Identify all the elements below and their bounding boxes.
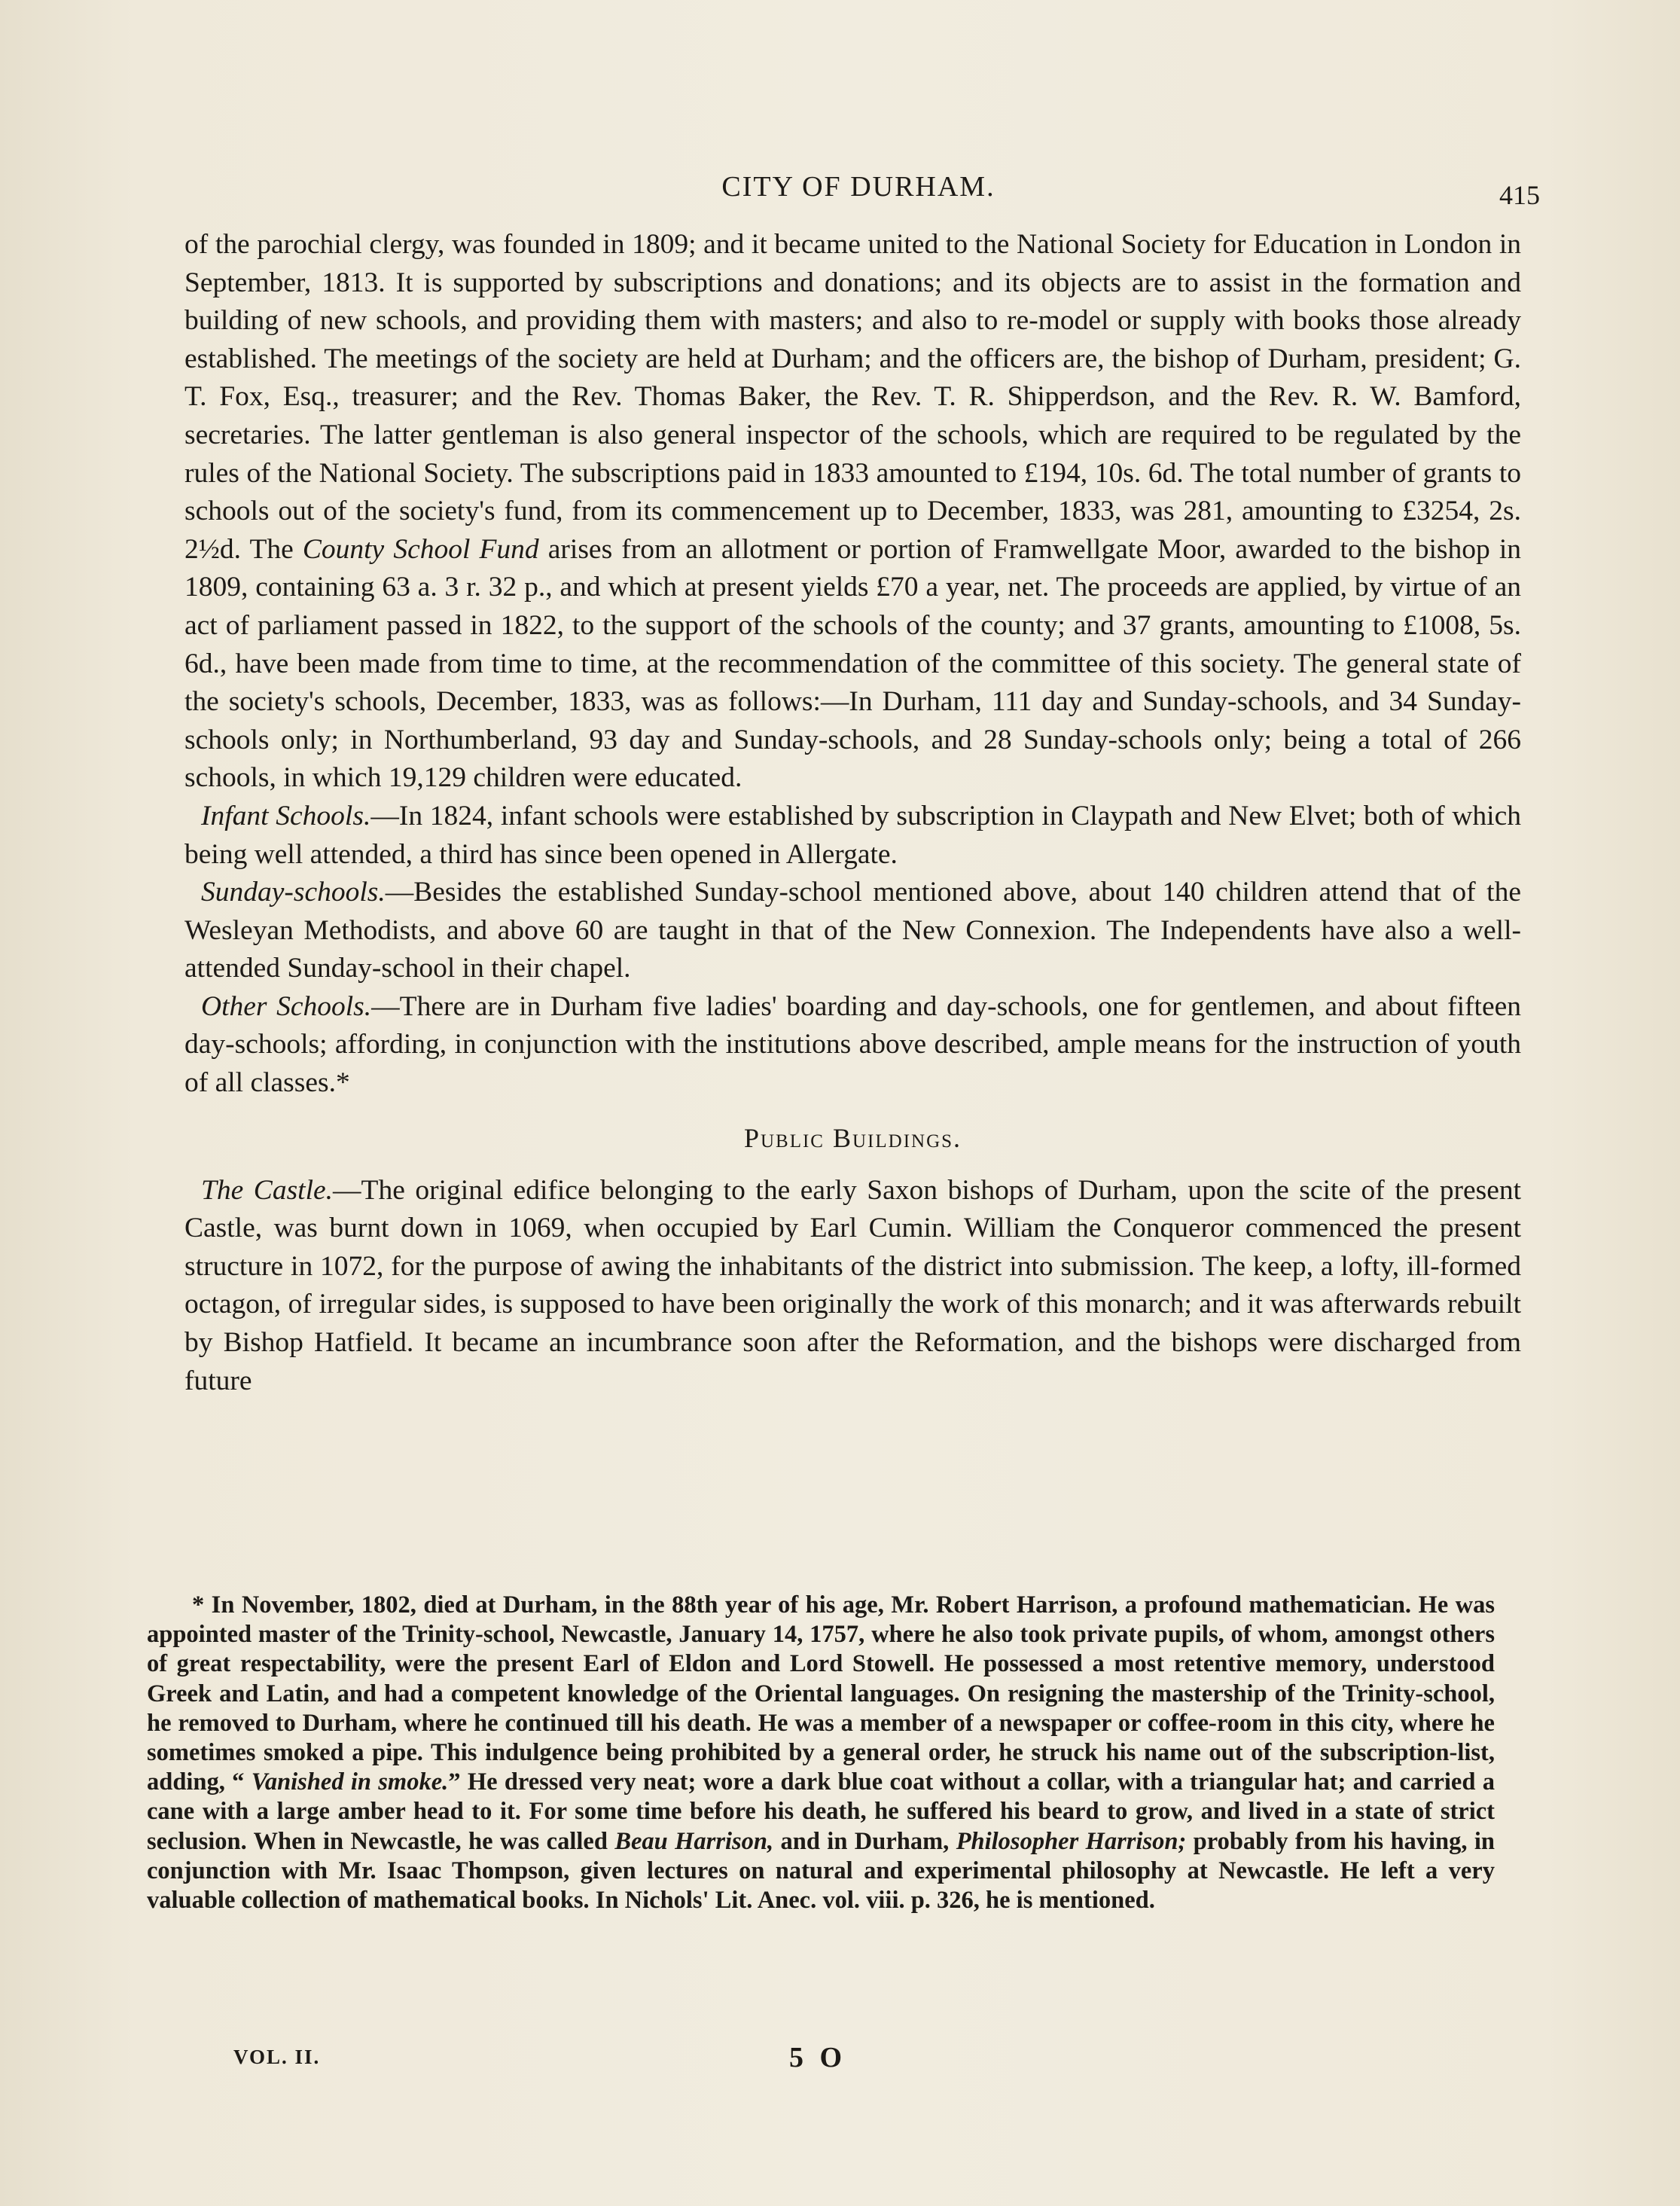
paragraph-sunday-schools <box>184 874 1521 988</box>
signature-mark: 5 O <box>789 2042 847 2073</box>
paragraph-text: —The original edifice belonging to the early Saxon bishops of Durham, upon the scite of the present Castle, was burnt down in 1069, when occupied by Earl Cumin. William the Conqueror commenced the present structure in 1072, for the purpose of awing the inhabitants of the district into submission. The keep, a lofty, ill-formed octagon, of irregular sides, is supposed to have been originally the work of this monarch; and it was afterwards rebuilt by Bishop Hatfield. It became an incumbrance soon after the Reformation, and the bishops were discharged from future <box>184 1174 1522 1396</box>
running-title: CITY OF DURHAM. <box>721 171 995 203</box>
page-footer <box>233 2042 1363 2076</box>
paragraph-lead: Infant Schools. <box>201 800 371 831</box>
italic-term: County School Fund <box>302 533 539 565</box>
paragraph-infant-schools <box>184 798 1521 874</box>
paragraph-text: arises from an allotment or portion of Framwellgate Moor, awarded to the bishop in 1809, containing 63 a. 3 r. 32 p., and which at present yields £70 a year, net. The proceeds are applied, by virtue of an act of parliament passed in 1822, to the support of the schools of the county; and 37 grants, amounting to £1008, 5s. 6d., have been made from time to time, at the recommendation of the committee of this society. The general state of the society's schools, December, 1833, was as follows:—In Durham, 111 day and Sunday-schools, and 34 Sunday-schools only; in Northumberland, 93 day and Sunday-schools, and 28 Sunday-schools only; being a total of 266 schools, in which 19,129 children were educated. <box>184 533 1522 794</box>
paragraph-text: of the parochial clergy, was founded in 1809; and it became united to the National Society for Education in London in September, 1813. It is supported by subscriptions and donations; and its objects are to assist in the formation and building of new schools, and providing them with masters; and also to re-model or supply with books those already established. The meetings of the society are held at Durham; and the officers are, the bishop of Durham, president; G. T. Fox, Esq., treasurer; and the Rev. Thomas Baker, the Rev. T. R. Shipperdson, and the Rev. R. W. Bamford, secretaries. The latter gentleman is also general inspector of the schools, which are required to be regulated by the rules of the National Society. The subscriptions paid in 1833 amounted to £194, 10s. 6d. The total number of grants to schools out of the society's fund, from its commencement up to December, 1833, was 281, amounting to £3254, 2s. 2½d. The <box>184 229 1521 565</box>
paragraph-lead: Other Schools. <box>201 990 372 1022</box>
paragraph-lead: Sunday-schools. <box>201 877 386 908</box>
footnote-text <box>147 1591 1495 1915</box>
section-heading: Public Buildings. <box>743 1122 962 1153</box>
footnote-segment: probably from his having, in conjunction with Mr. Isaac Thompson, given lectures on natural and experimental philosophy at Newcastle. He left a very valuable collection of mathematical books. In Nichols' Lit. Anec. vol. viii. p. 326, he is mentioned. <box>147 1827 1496 1915</box>
footnote-quote: Vanished in smoke. <box>251 1768 449 1796</box>
main-text <box>184 226 1521 1400</box>
footnote <box>147 1591 1495 1915</box>
footnote-segment: ” He dressed very neat; wore a dark blue coat without a collar, with a triangular hat; and carried a cane with a large amber head to it. For some time before his death, he suffered his beard to grow, and lived in a state of strict seclusion. When in Newcastle, he was called <box>147 1768 1495 1855</box>
paragraph-text: —There are in Durham five ladies' boarding and day-schools, one for gentlemen, and about fifteen day-schools; affording, in conjunction with the institutions above described, ample means for the instruction of youth of all classes.* <box>184 990 1521 1099</box>
footnote-nickname: Philosopher Harrison; <box>956 1827 1187 1855</box>
paragraph-other-schools <box>184 988 1521 1103</box>
footnote-nickname: Beau Harrison, <box>614 1827 774 1855</box>
footnote-segment: * In November, 1802, died at Durham, in the 88th year of his age, Mr. Robert Harrison, a profound mathematician. He was appointed master of the Trinity-school, Newcastle, January 14, 1757, where he also took private pupils, of whom, amongst others of great respectability, were the present Earl of Eldon and Lord Stowell. He possessed a most retentive memory, understood Greek and Latin, and had a competent knowledge of the Oriental languages. On resigning the mastership of the Trinity-school, he removed to Durham, where he continued till his death. He was a member of a newspaper or coffee-room in this city, where he sometimes smoked a pipe. This indulgence being prohibited by a general order, he struck his name out of the subscription-list, adding, “ <box>147 1591 1495 1796</box>
page-header <box>184 164 1540 209</box>
paragraph-national-society <box>184 226 1521 798</box>
footnote-segment: and in Durham, <box>773 1827 956 1855</box>
paragraph-text: —Besides the established Sunday-school mentioned above, about 140 children attend that of the Wesleyan Methodists, and above 60 are taught in that of the New Connexion. The Independents have also a well-attended Sunday-school in their chapel. <box>184 877 1521 984</box>
paragraph-castle <box>184 1172 1521 1401</box>
volume-label: VOL. II. <box>233 2046 321 2068</box>
paragraph-lead: The Castle. <box>201 1174 334 1206</box>
paragraph-text: —In 1824, infant schools were established by subscription in Claypath and New Elvet; both of which being well attended, a third has since been opened in Allergate. <box>184 800 1521 870</box>
page-number: 415 <box>1499 180 1540 210</box>
